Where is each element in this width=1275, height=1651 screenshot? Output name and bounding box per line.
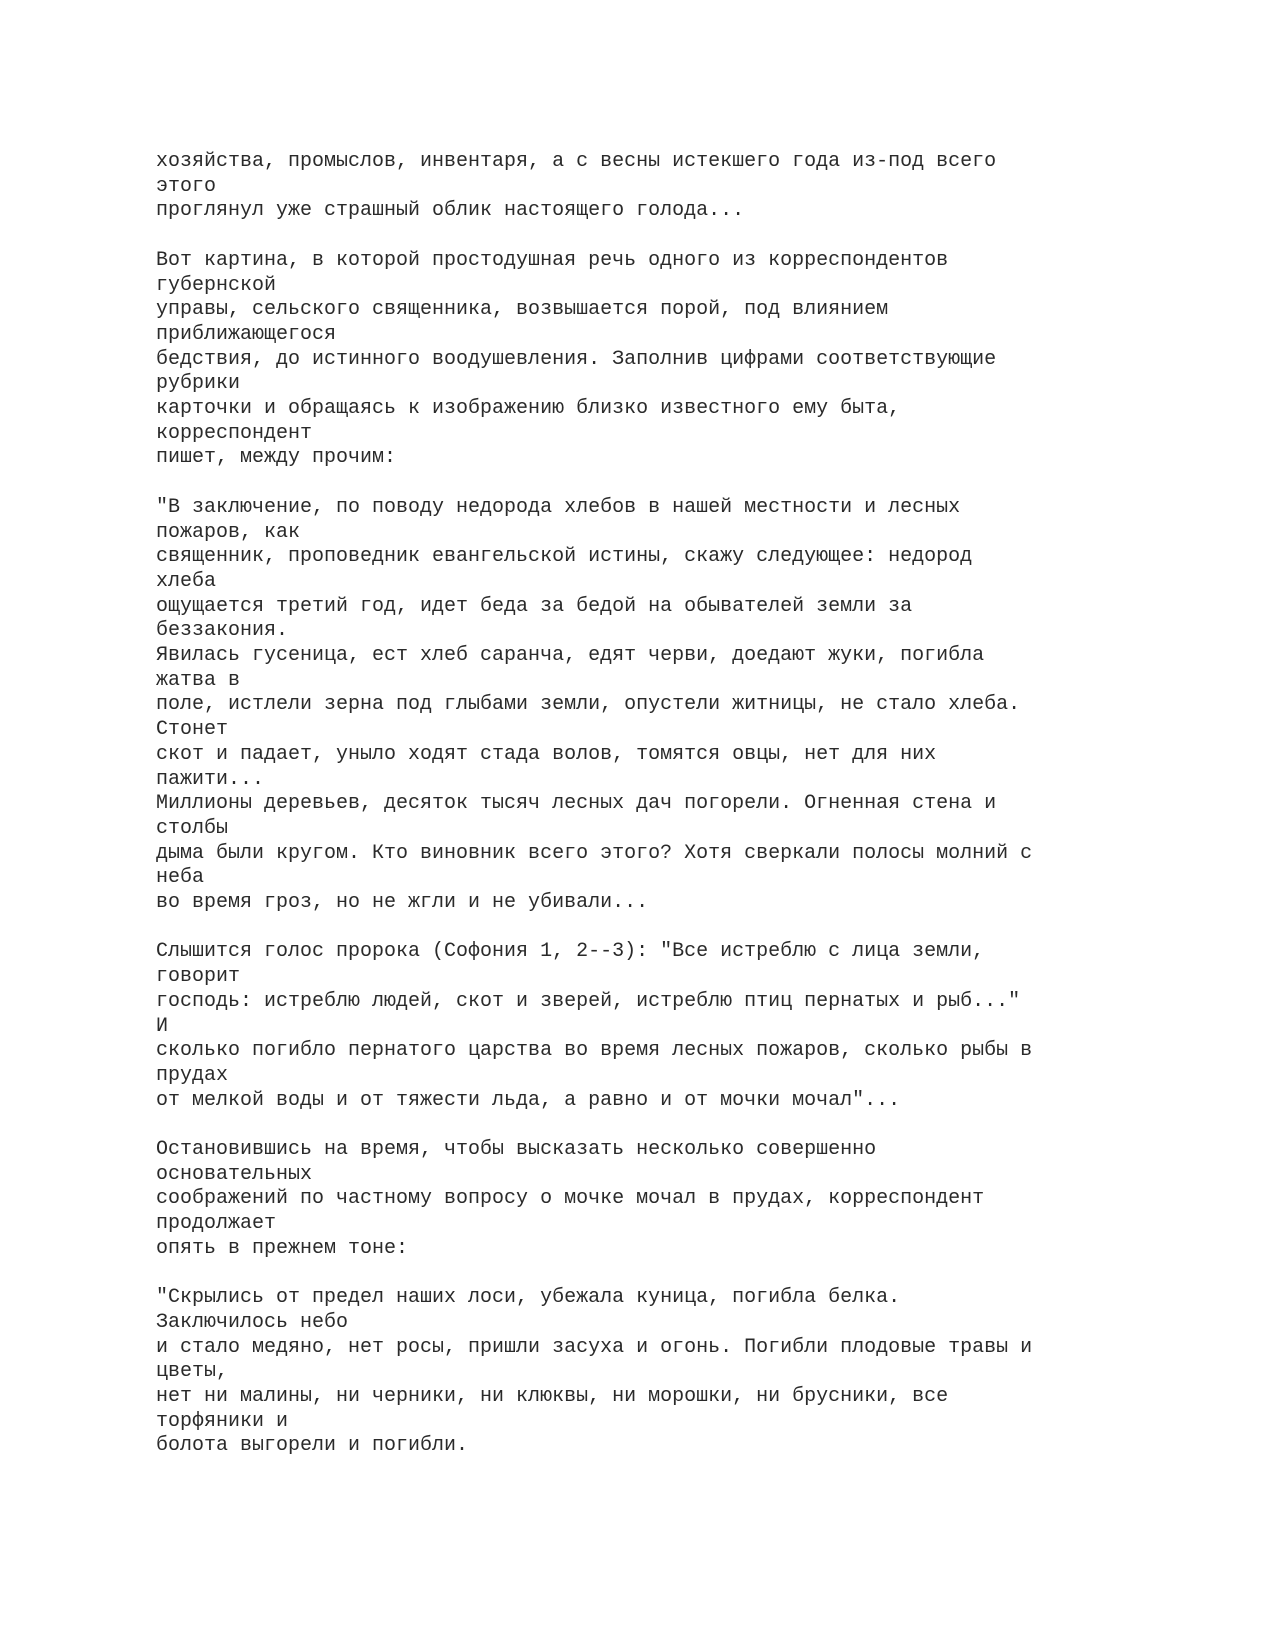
text-line: неба (156, 866, 205, 890)
text-line: пажити... (156, 767, 265, 791)
text-line: торфяники и (156, 1409, 289, 1433)
text-line: проглянул уже страшный облик настоящего голода... (156, 199, 745, 223)
text-line: дыма были кругом. Кто виновник всего этого? Хотя сверкали полосы молний с (156, 841, 1033, 865)
text-line: Заключилось небо (156, 1310, 349, 1334)
text-line: хлеба (156, 569, 217, 593)
paragraph-4 (156, 940, 1236, 1113)
text-line: пожаров, как (156, 520, 301, 544)
paragraph-5 (156, 1138, 1236, 1262)
text-line: от мелкой воды и от тяжести льда, а равно и от мочки мочал"... (156, 1088, 901, 1112)
text-line: и стало медяно, нет росы, пришли засуха и огонь. Погибли плодовые травы и (156, 1335, 1033, 1359)
text-line: опять в прежнем тоне: (156, 1236, 409, 1260)
document-page (156, 150, 1236, 1484)
text-line: во время гроз, но не жгли и не убивали... (156, 891, 649, 915)
text-line: столбы (156, 816, 229, 840)
text-line: сколько погибло пернатого царства во время лесных пожаров, сколько рыбы в (156, 1039, 1033, 1063)
text-line: корреспондент (156, 421, 313, 445)
text-line: карточки и обращаясь к изображению близко известного ему быта, (156, 397, 901, 421)
text-line: цветы, (156, 1360, 229, 1384)
paragraph-6 (156, 1286, 1236, 1459)
text-line: хозяйства, промыслов, инвентаря, а с весны истекшего года из-под всего (156, 150, 997, 173)
text-line: прудах (156, 1063, 229, 1087)
text-line: нет ни малины, ни черники, ни клюквы, ни морошки, ни брусники, все (156, 1385, 949, 1409)
text-line: Миллионы деревьев, десяток тысяч лесных дач погорели. Огненная стена и (156, 792, 997, 816)
text-line: господь: истреблю людей, скот и зверей, истреблю птиц пернатых и рыб..." (156, 989, 1021, 1013)
text-line: Стонет (156, 718, 229, 742)
text-line: соображений по частному вопросу о мочке мочал в прудах, корреспондент (156, 1187, 985, 1211)
text-line: губернской (156, 273, 277, 297)
text-line: скот и падает, уныло ходят стада волов, томятся овцы, нет для них (156, 742, 937, 766)
text-line: пишет, между прочим: (156, 446, 397, 470)
text-line: "В заключение, по поводу недорода хлебов в нашей местности и лесных (156, 495, 961, 519)
text-line: управы, сельского священника, возвышается порой, под влиянием (156, 298, 889, 322)
text-line: приближающегося (156, 322, 337, 346)
text-line: Остановившись на время, чтобы высказать несколько совершенно (156, 1138, 877, 1162)
text-line: поле, истлели зерна под глыбами земли, опустели житницы, не стало хлеба. (156, 693, 1021, 717)
text-line: И (156, 1014, 169, 1038)
text-line: болота выгорели и погибли. (156, 1434, 469, 1458)
text-line: ощущается третий год, идет беда за бедой на обывателей земли за (156, 594, 913, 618)
paragraph-2 (156, 249, 1236, 471)
text-line: "Скрылись от предел наших лоси, убежала куница, погибла белка. (156, 1286, 901, 1310)
text-line: Вот картина, в которой простодушная речь одного из корреспондентов (156, 248, 949, 272)
text-line: бедствия, до истинного воодушевления. Заполнив цифрами соответствующие (156, 347, 997, 371)
text-line: беззакония. (156, 619, 289, 643)
text-line: священник, проповедник евангельской истины, скажу следующее: недород (156, 545, 973, 569)
paragraph-1 (156, 150, 1236, 224)
text-line: Слышится голос пророка (Софония 1, 2--3): "Все истреблю с лица земли, (156, 940, 985, 964)
text-line: Явилась гусеница, ест хлеб саранча, едят черви, доедают жуки, погибла (156, 644, 985, 668)
paragraph-3 (156, 496, 1236, 916)
text-line: этого (156, 174, 217, 198)
text-line: жатва в (156, 668, 241, 692)
text-line: говорит (156, 965, 241, 989)
text-line: основательных (156, 1162, 313, 1186)
text-line: продолжает (156, 1212, 277, 1236)
text-line: рубрики (156, 372, 241, 396)
